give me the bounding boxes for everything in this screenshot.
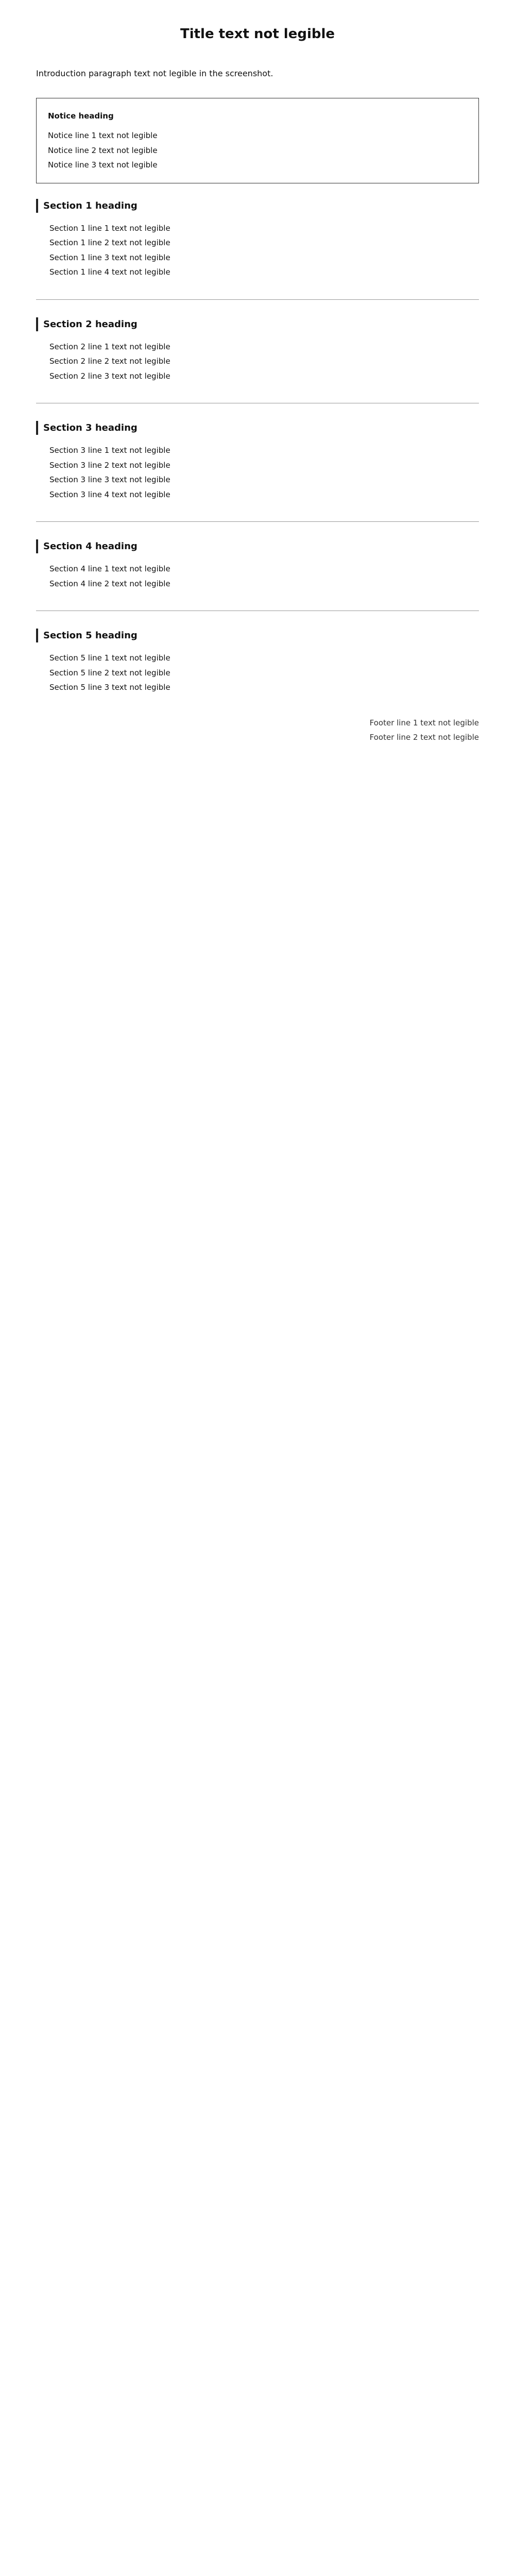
notice-line: Notice line 2 text not legible xyxy=(48,145,158,155)
intro-paragraph: Introduction paragraph text not legible in the screenshot. xyxy=(36,69,273,79)
section-line: Section 5 line 3 text not legible xyxy=(49,683,170,692)
section-2 xyxy=(36,317,479,384)
section-line: Section 1 line 4 text not legible xyxy=(49,267,170,277)
section-heading: Section 1 heading xyxy=(36,199,479,213)
section-line: Section 3 line 2 text not legible xyxy=(49,460,170,470)
footer-line: Footer line 1 text not legible xyxy=(369,718,479,727)
divider xyxy=(36,521,479,522)
footer xyxy=(36,716,479,745)
section-line: Section 3 line 1 text not legible xyxy=(49,446,170,455)
section-line: Section 1 line 3 text not legible xyxy=(49,252,170,262)
section-line: Section 4 line 1 text not legible xyxy=(49,564,170,574)
section-line: Section 3 line 3 text not legible xyxy=(49,475,170,485)
section-body xyxy=(36,340,479,384)
section-body xyxy=(36,221,479,280)
notice-line: Notice line 1 text not legible xyxy=(48,131,158,141)
section-line: Section 4 line 2 text not legible xyxy=(49,579,170,588)
section-body xyxy=(36,562,479,591)
section-heading: Section 2 heading xyxy=(36,317,479,331)
section-line: Section 1 line 1 text not legible xyxy=(49,223,170,233)
notice-heading: Notice heading xyxy=(48,111,114,121)
section-1 xyxy=(36,199,479,280)
section-heading: Section 4 heading xyxy=(36,539,479,553)
section-body xyxy=(36,651,479,695)
section-heading: Section 3 heading xyxy=(36,421,479,435)
section-line: Section 2 line 2 text not legible xyxy=(49,357,170,366)
section-5 xyxy=(36,629,479,695)
section-line: Section 3 line 4 text not legible xyxy=(49,489,170,499)
section-body xyxy=(36,443,479,502)
section-3 xyxy=(36,421,479,502)
footer-line: Footer line 2 text not legible xyxy=(369,733,479,742)
notice-box xyxy=(36,98,479,183)
section-heading: Section 5 heading xyxy=(36,629,479,642)
notice-line: Notice line 3 text not legible xyxy=(48,160,158,170)
divider xyxy=(36,299,479,300)
section-line: Section 1 line 2 text not legible xyxy=(49,238,170,248)
section-line: Section 2 line 1 text not legible xyxy=(49,342,170,351)
section-line: Section 5 line 1 text not legible xyxy=(49,653,170,663)
section-line: Section 2 line 3 text not legible xyxy=(49,371,170,381)
section-line: Section 5 line 2 text not legible xyxy=(49,668,170,677)
section-4 xyxy=(36,539,479,591)
page-title: Title text not legible xyxy=(180,26,335,42)
